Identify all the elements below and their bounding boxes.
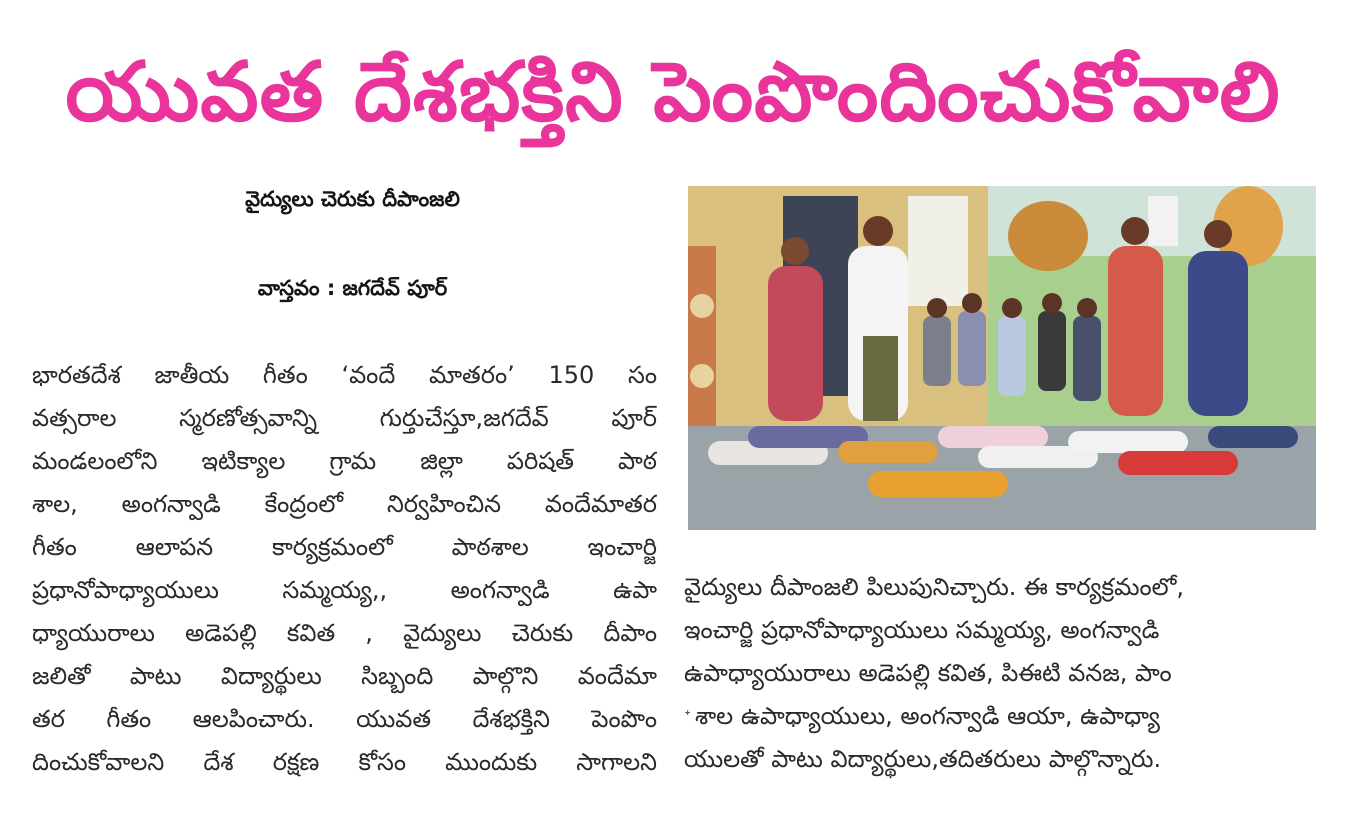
body-line: తర గీతం ఆలపించారు. యువత దేశభక్తిని పెంపొం — [32, 705, 657, 733]
stray-mark: ᐩ — [684, 706, 692, 727]
body-line: వైద్యులు దీపాంజలి పిలుపునిచ్చారు. ఈ కార్యక్రమంలో, — [684, 573, 1184, 601]
body-line-text: శాల ఉపాధ్యాయులు, అంగన్వాడి ఆయా, ఉపాధ్యా — [695, 702, 1160, 730]
body-line: గీతం ఆలాపన కార్యక్రమంలో పాఠశాల ఇంచార్జి — [32, 533, 657, 561]
article-body-right — [684, 566, 1314, 781]
body-line: ధ్యాయురాలు అడెపల్లి కవిత , వైద్యులు చెరుకు దీపాం — [32, 619, 657, 647]
headline: యువత దేశభక్తిని పెంపొందించుకోవాలి — [65, 45, 1281, 140]
body-line: జలితో పాటు విద్యార్థులు సిబ్బంది పాల్గొని వందేమా — [32, 662, 657, 690]
body-line — [684, 695, 1314, 738]
body-line: ఇంచార్జి ప్రధానోపాధ్యాయులు సమ్మయ్య, అంగన్వాడి — [684, 616, 1160, 644]
body-line: ఉపాధ్యాయురాలు అడెపల్లి కవిత, పిఈటి వనజ, పాం — [684, 659, 1172, 687]
author-byline: వైద్యులు చెరుకు దీపాంజలి — [245, 187, 460, 211]
body-line: మండలంలోని ఇటిక్యాల గ్రామ జిల్లా పరిషత్ పాఠ — [32, 447, 657, 475]
dateline: వాస్తవం : జగదేవ్ పూర్ — [257, 276, 448, 300]
article-body-left — [32, 354, 657, 784]
body-line: యులతో పాటు విద్యార్థులు,తదితరులు పాల్గొన్నారు. — [684, 745, 1162, 773]
body-line: ప్రధానోపాధ్యాయులు సమ్మయ్య,, అంగన్వాడి ఉపా — [32, 576, 657, 604]
body-line: వత్సరాల స్మరణోత్సవాన్ని గుర్తుచేస్తూ,జగదేవ్ పూర్ — [32, 404, 657, 432]
body-line: భారతదేశ జాతీయ గీతం ‘వందే మాతరం’ 150 సం — [32, 361, 657, 389]
body-line: దించుకోవాలని దేశ రక్షణ కోసం ముందుకు సాగాలని — [32, 748, 657, 776]
event-photo — [688, 186, 1316, 530]
body-line: శాల, అంగన్వాడి కేంద్రంలో నిర్వహించిన వందేమాతర — [32, 490, 657, 518]
